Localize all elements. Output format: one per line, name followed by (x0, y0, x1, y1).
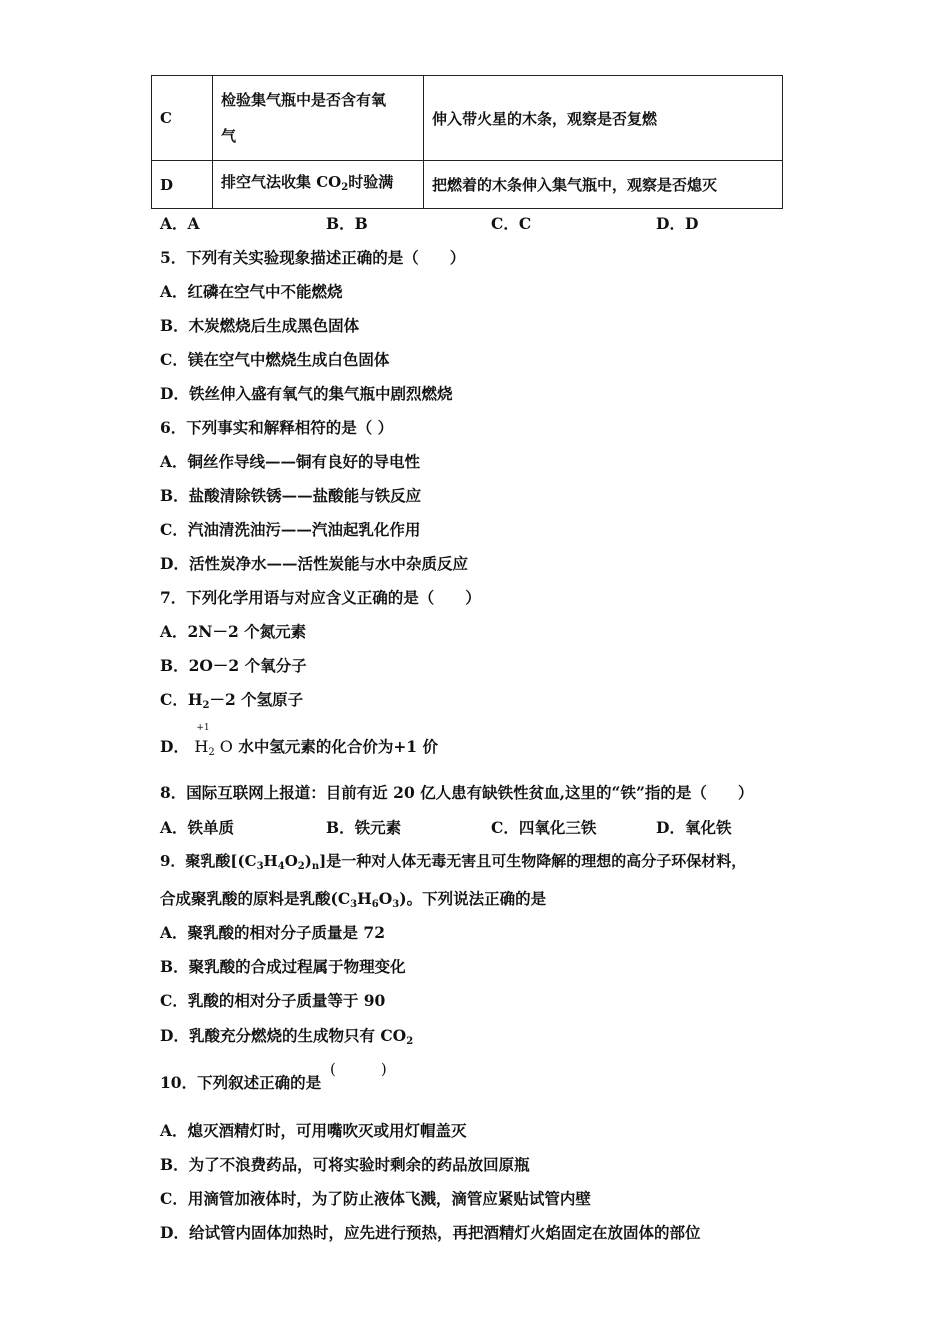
subscript: 3 (350, 899, 358, 910)
formula-text: O (219, 737, 233, 756)
q10-choice-d: D．给试管内固体加热时，应先进行预热，再把酒精灯火焰固定在放固体的部位 (160, 1223, 701, 1242)
subscript: 4 (277, 861, 285, 872)
valence-mark: +1 (196, 723, 210, 733)
formula-text: H (194, 737, 209, 756)
q5-choice-c: C．镁在空气中燃烧生成白色固体 (160, 350, 390, 369)
subscript: n (311, 861, 320, 872)
subscript: 2 (297, 861, 305, 872)
item-text-line1: 检验集气瓶中是否含有氧 (221, 91, 387, 109)
subscript: 2 (208, 747, 215, 758)
q7-choice-a: A．2N－2 个氮元素 (160, 622, 307, 641)
subscript: 2 (202, 700, 210, 711)
item-text: 时验满 (348, 172, 394, 191)
stem-text: O (378, 889, 393, 908)
q9-choice-a: A．聚乳酸的相对分子质量是 72 (160, 923, 385, 942)
table-cell-label: C (152, 76, 213, 161)
water-formula (194, 723, 233, 758)
q9-stem-line2 (160, 887, 546, 910)
q10-choice-a: A．熄灭酒精灯时，可用嘴吹灭或用灯帽盖灭 (160, 1121, 467, 1140)
table-row (152, 161, 783, 209)
subscript: 2 (341, 181, 349, 193)
q8-choice-a: A．铁单质 (160, 818, 235, 837)
q4-choice-d: D．D (656, 214, 699, 233)
answer-parentheses: ( ) (330, 1060, 387, 1078)
choice-label: D． (160, 737, 189, 756)
q6-choice-c: C．汽油清洗油污——汽油起乳化作用 (160, 520, 421, 539)
stem-text: 合成聚乳酸的原料是乳酸(C (160, 889, 351, 908)
choice-text: －2 个氢原子 (209, 690, 304, 709)
table-row (152, 76, 783, 161)
table-cell-item (213, 76, 424, 161)
q5-choice-a: A．红磷在空气中不能燃烧 (160, 282, 343, 301)
subscript: 3 (392, 899, 400, 910)
q7-choice-d (160, 723, 438, 758)
subscript: 6 (371, 899, 379, 910)
q4-choice-c: C．C (491, 214, 532, 233)
q10-choice-c: C．用滴管加液体时，为了防止液体飞溅，滴管应紧贴试管内壁 (160, 1189, 591, 1208)
q7-choice-b: B．2O－2 个氧分子 (160, 656, 307, 675)
stem-text: H (357, 889, 372, 908)
q8-choice-d: D．氧化铁 (656, 818, 732, 837)
q9-choice-d (160, 1024, 413, 1047)
q8-choice-b: B．铁元素 (326, 818, 402, 837)
q6-stem: 6．下列事实和解释相符的是（ ） (160, 418, 394, 437)
item-text-line2: 气 (221, 127, 237, 145)
choice-text: D．乳酸充分燃烧的生成物只有 CO (160, 1026, 407, 1045)
q7-stem: 7．下列化学用语与对应含义正确的是（ ） (160, 588, 481, 607)
stem-text: 9．聚乳酸[(C (160, 852, 257, 870)
q10-stem: 10．下列叙述正确的是 (160, 1073, 322, 1092)
q8-choice-c: C．四氧化三铁 (491, 818, 597, 837)
q4-choice-b: B．B (326, 214, 368, 233)
table-cell-label: D (152, 161, 213, 209)
q9-stem-line1 (160, 850, 746, 872)
stem-text: ]是一种对人体无毒无害且可生物降解的理想的高分子环保材料， (319, 852, 747, 870)
item-text: 排空气法收集 CO (221, 172, 342, 191)
table-cell-method: 伸入带火星的木条，观察是否复燃 (424, 76, 783, 161)
q9-choice-c: C．乳酸的相对分子质量等于 90 (160, 991, 386, 1010)
q6-choice-a: A．铜丝作导线——铜有良好的导电性 (160, 452, 421, 471)
table-cell-method: 把燃着的木条伸入集气瓶中，观察是否熄灭 (424, 161, 783, 209)
q7-choice-c (160, 688, 303, 711)
q4-choice-a: A．A (160, 214, 200, 233)
q5-choice-b: B．木炭燃烧后生成黑色固体 (160, 316, 360, 335)
stem-text: O (284, 852, 298, 870)
stem-text: ) (304, 852, 312, 870)
choice-text: 水中氢元素的化合价为+1 价 (238, 737, 438, 756)
q9-choice-b: B．聚乳酸的合成过程属于物理变化 (160, 957, 406, 976)
q8-stem: 8．国际互联网上报道：目前有近 20 亿人患有缺铁性贫血,这里的“铁”指的是（ ） (160, 783, 754, 802)
subscript: 2 (406, 1036, 414, 1047)
subscript: 3 (256, 861, 264, 872)
q5-choice-d: D．铁丝伸入盛有氧气的集气瓶中剧烈燃烧 (160, 384, 453, 403)
q5-stem: 5．下列有关实验现象描述正确的是（ ） (160, 248, 466, 267)
table-cell-item (213, 161, 424, 209)
options-table (151, 75, 783, 209)
q10-choice-b: B．为了不浪费药品，可将实验时剩余的药品放回原瓶 (160, 1155, 530, 1174)
q6-choice-d: D．活性炭净水——活性炭能与水中杂质反应 (160, 554, 468, 573)
stem-text: )。下列说法正确的是 (399, 889, 547, 908)
q6-choice-b: B．盐酸清除铁锈——盐酸能与铁反应 (160, 486, 422, 505)
stem-text: H (263, 852, 278, 870)
choice-text: C．H (160, 690, 203, 709)
